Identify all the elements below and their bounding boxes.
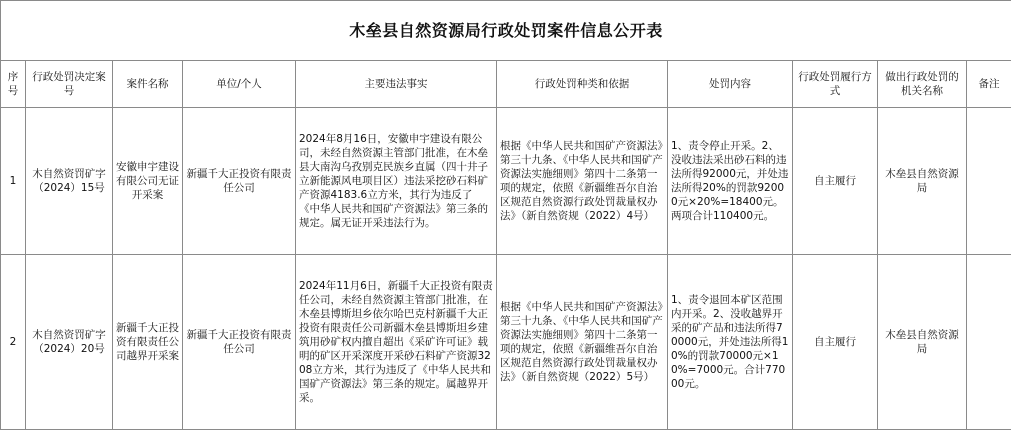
- header-seq: 序号: [1, 61, 26, 108]
- cell-facts: 2024年8月16日，安徽申宇建设有限公司，未经自然资源主管部门批准，在木垒县大南沟乌孜别克民族乡直属（四十井子立新能源风电项目区）违法采挖砂石料矿产资源4183.6立方米，其行为违反了《中华人民共和国矿产资源法》第三条的规定。属无证开采违法行为。: [296, 108, 497, 255]
- header-authority: 做出行政处罚的机关名称: [878, 61, 967, 108]
- cell-type-basis: 根据《中华人民共和国矿产资源法》第三十九条、《中华人民共和国矿产资源法实施细则》第四十二条第一项的规定，依照《新疆维吾尔自治区规范自然资源行政处罚裁量权办法》（新自然资规（2022）5号）: [497, 255, 668, 430]
- header-decision-no: 行政处罚决定案号: [26, 61, 113, 108]
- cell-seq: 1: [1, 108, 26, 255]
- cell-facts: 2024年11月6日，新疆千大正投资有限责任公司，未经自然资源主管部门批准，在木垒县博斯坦乡依尔哈巴克村新疆千大正投资有限责任公司新疆木垒县博斯坦乡建筑用砂矿权内擅自超出《采矿许可证》载明的矿区开采深度开采砂石料矿产资源3208立方米，其行为违反了《中华人民共和国矿产资源法》第三条的规定。属越界开采。: [296, 255, 497, 430]
- cell-type-basis: 根据《中华人民共和国矿产资源法》第三十九条、《中华人民共和国矿产资源法实施细则》第四十二条第一项的规定，依照《新疆维吾尔自治区规范自然资源行政处罚裁量权办法》（新自然资规（2022）4号）: [497, 108, 668, 255]
- header-party: 单位/个人: [183, 61, 296, 108]
- cell-case-name: 安徽申宇建设有限公司无证开采案: [113, 108, 183, 255]
- table-row: [1, 108, 1011, 255]
- cell-method: 自主履行: [793, 108, 878, 255]
- cell-decision-no: 木自然资罚矿字（2024）15号: [26, 108, 113, 255]
- cell-decision-no: 木自然资罚矿字（2024）20号: [26, 255, 113, 430]
- table-row: [1, 255, 1011, 430]
- header-case-name: 案件名称: [113, 61, 183, 108]
- header-method: 行政处罚履行方式: [793, 61, 878, 108]
- cell-case-name: 新疆千大正投资有限责任公司越界开采案: [113, 255, 183, 430]
- cell-seq: 2: [1, 255, 26, 430]
- cell-content: 1、责令停止开采。2、没收违法采出砂石料的违法所得92000元，并处违法所得20%的罚款92000元×20%=18400元。两项合计110400元。: [668, 108, 793, 255]
- cell-method: 自主履行: [793, 255, 878, 430]
- cell-authority: 木垒县自然资源局: [878, 108, 967, 255]
- table-title: 木垒县自然资源局行政处罚案件信息公开表: [1, 1, 1011, 61]
- cell-party: 新疆千大正投资有限责任公司: [183, 108, 296, 255]
- cell-party: 新疆千大正投资有限责任公司: [183, 255, 296, 430]
- cell-content: 1、责令退回本矿区范围内开采。2、没收越界开采的矿产品和违法所得70000元，并处违法所得10%的罚款70000元×10%=7000元。合计77000元。: [668, 255, 793, 430]
- header-facts: 主要违法事实: [296, 61, 497, 108]
- header-remarks: 备注: [967, 61, 1011, 108]
- cell-remarks: [967, 108, 1011, 255]
- header-type-basis: 行政处罚种类和依据: [497, 61, 668, 108]
- cell-authority: 木垒县自然资源局: [878, 255, 967, 430]
- cell-remarks: [967, 255, 1011, 430]
- header-content: 处罚内容: [668, 61, 793, 108]
- header-row: [1, 61, 1011, 108]
